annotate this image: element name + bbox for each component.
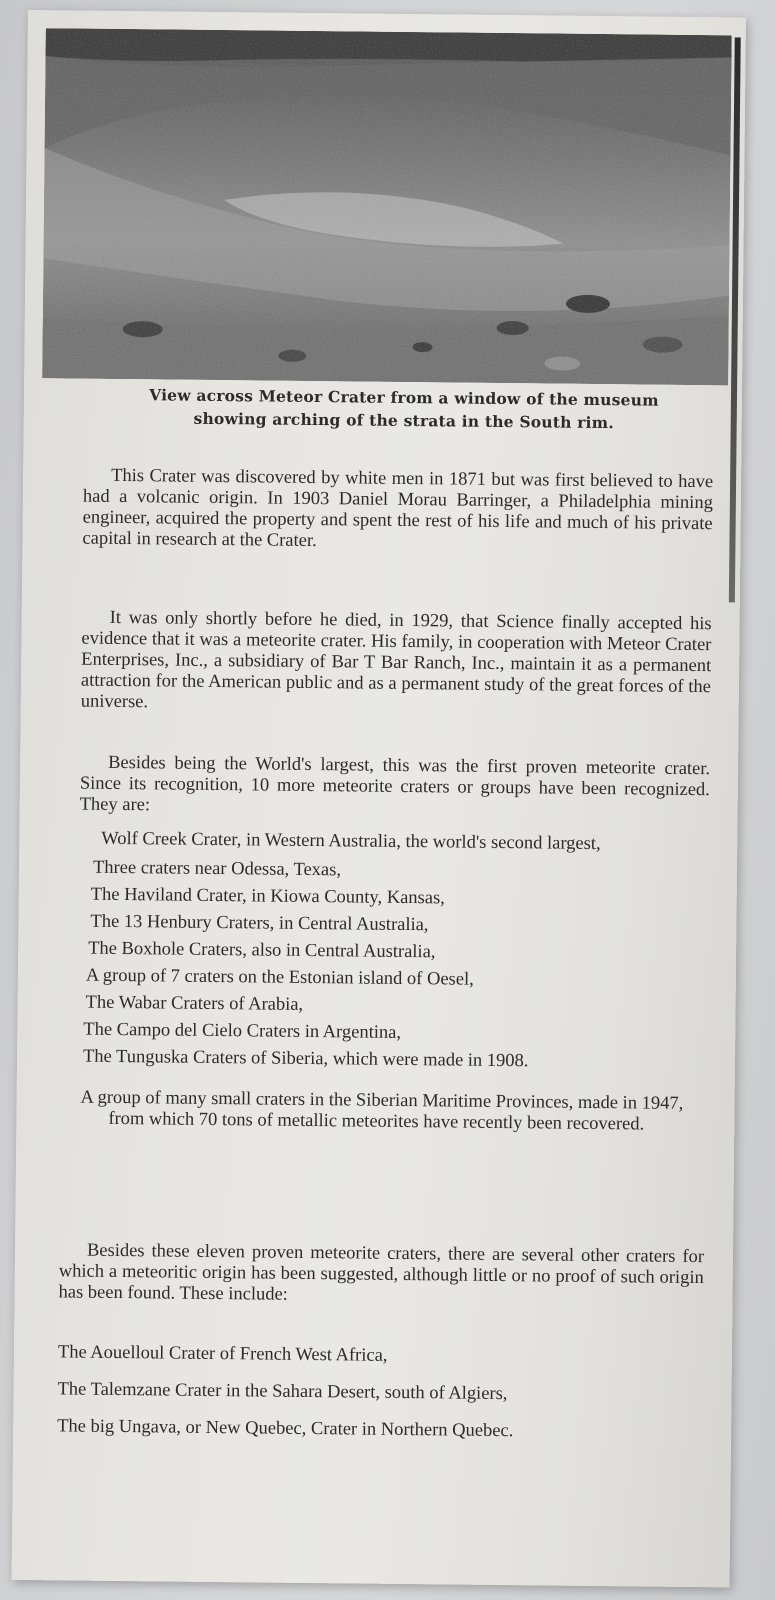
- crater-photo-icon: [42, 28, 732, 385]
- paragraph-other-craters: Besides these eleven proven meteorite craters, there are several other craters for which a meteoritic origin has been suggested, although little or no proof of such origin has been found. These include:: [58, 1240, 705, 1305]
- list-item: The Haviland Crater, in Kiowa County, Kansas,: [90, 884, 445, 909]
- list-item: A group of 7 craters on the Estonian island of Oesel,: [85, 965, 474, 990]
- meteor-crater-photo: [42, 28, 732, 385]
- list-item: The Aouelloul Crater of French West Africa,: [57, 1342, 388, 1366]
- list-item: The Tunguska Craters of Siberia, which were made in 1908.: [82, 1046, 529, 1072]
- list-item: The big Ungava, or New Quebec, Crater in Northern Quebec.: [57, 1416, 514, 1442]
- paragraph-recognition: Besides being the World's largest, this was the first proven meteorite crater. Since its recognition, 10 more meteorite craters or groups have been recognized. They are:: [79, 752, 711, 816]
- list-item: The 13 Henbury Craters, in Central Australia,: [90, 911, 429, 936]
- list-item: The Boxhole Craters, also in Central Australia,: [88, 938, 436, 963]
- photo-caption: [84, 383, 724, 436]
- proven-craters-list: [76, 829, 709, 1143]
- caption-line-1: View across Meteor Crater from a window of the museum: [149, 385, 659, 410]
- list-item: The Talemzane Crater in the Sahara Desert, south of Algiers,: [57, 1379, 508, 1405]
- list-item: The Campo del Cielo Craters in Argentina,: [83, 1019, 402, 1043]
- list-item: A group of many small craters in the Siberian Maritime Provinces, made in 1947, from which 70 tons of metallic meteorites have recently been recovered.: [80, 1087, 684, 1135]
- brochure-page: [12, 10, 746, 1587]
- paragraph-discovery: This Crater was discovered by white men in 1871 but was first believed to have had a volcanic origin. In 1903 Daniel Morau Barringer, a Philadelphia mining engineer, acquired the property and spent the rest of his life and much of his private capital in research at the Crater.: [82, 465, 714, 552]
- list-item: Three craters near Odessa, Texas,: [92, 857, 342, 881]
- caption-line-2: showing arching of the strata in the South rim.: [193, 408, 614, 433]
- possible-craters-list: [57, 1342, 703, 1450]
- list-item: The Wabar Craters of Arabia,: [85, 992, 304, 1015]
- list-item: Wolf Creek Crater, in Western Australia, the world's second largest,: [101, 828, 601, 855]
- paragraph-science: It was only shortly before he died, in 1929, that Science finally accepted his evidence that it was a meteorite crater. His family, in cooperation with Meteor Crater Enterprises, Inc., a subsidiary of Bar T Bar Ranch, Inc., maintain it as a permanent attraction for the American public and as a permanent study of the great forces of the universe.: [80, 607, 712, 713]
